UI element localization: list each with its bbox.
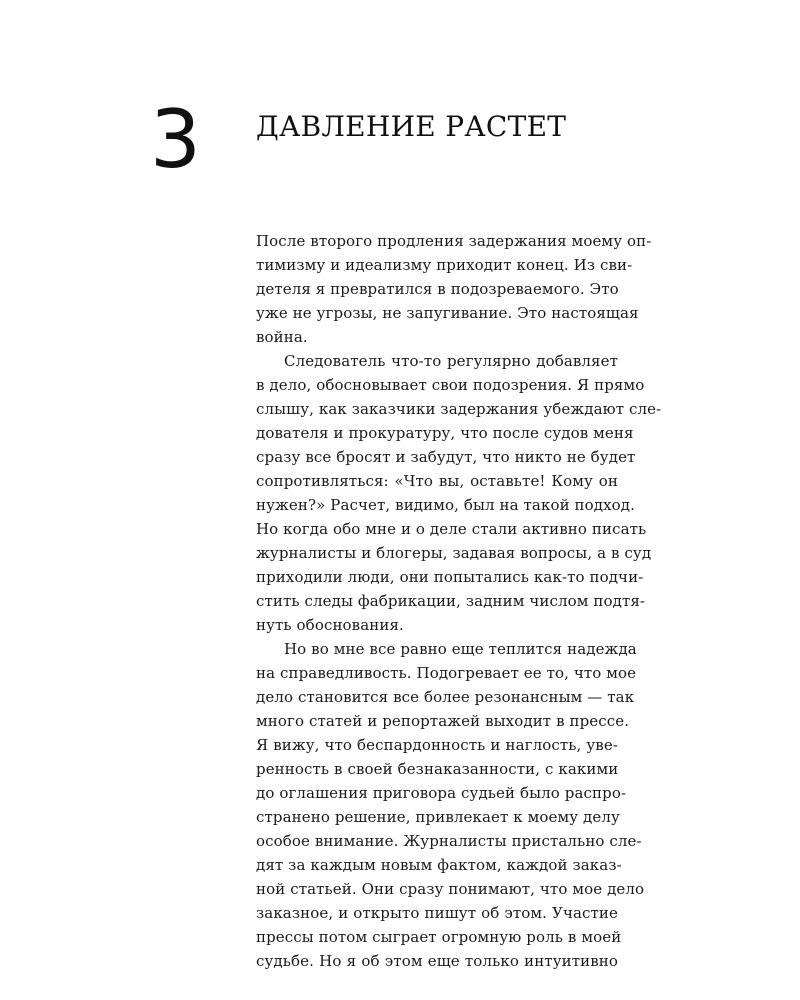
- text-line: нуть обоснования.: [256, 616, 404, 634]
- text-line: заказное, и открыто пишут об этом. Участие: [256, 904, 618, 922]
- text-line: судьбе. Но я об этом еще только интуитивно: [256, 952, 618, 970]
- text-line: журналисты и блогеры, задавая вопросы, а в суд: [256, 544, 652, 562]
- text-line: на справедливость. Подогревает ее то, что мое: [256, 664, 637, 682]
- text-line: дят за каждым новым фактом, каждой заказ-: [256, 856, 622, 874]
- chapter-number: 3: [150, 93, 201, 186]
- chapter-title: ДАВЛЕНИЕ РАСТЕТ: [256, 110, 567, 143]
- text-line: ренность в своей безнаказанности, с какими: [256, 760, 619, 778]
- paragraph-1: [256, 229, 652, 349]
- text-line: дело становится все более резонансным — так: [256, 688, 635, 706]
- text-line: детеля я превратился в подозреваемого. Это: [256, 280, 619, 298]
- text-line: слышу, как заказчики задержания убеждают сле-: [256, 400, 662, 418]
- text-line: ной статьей. Они сразу понимают, что мое дело: [256, 880, 645, 898]
- text-line: в дело, обосновывает свои подозрения. Я прямо: [256, 376, 645, 394]
- paragraph-3: [256, 637, 645, 973]
- text-line: дователя и прокуратуру, что после судов меня: [256, 424, 634, 442]
- text-line: Но во мне все равно еще теплится надежда: [284, 640, 637, 658]
- text-line: прессы потом сыграет огромную роль в моей: [256, 928, 622, 946]
- text-line: сопротивляться: «Что вы, оставьте! Кому он: [256, 472, 618, 490]
- text-line: тимизму и идеализму приходит конец. Из сви-: [256, 256, 633, 274]
- text-line: уже не угрозы, не запугивание. Это настоящая: [256, 304, 639, 322]
- text-line: нужен?» Расчет, видимо, был на такой подход.: [256, 496, 636, 514]
- text-line: Но когда обо мне и о деле стали активно писать: [256, 520, 647, 538]
- text-line: странено решение, привлекает к моему делу: [256, 808, 620, 826]
- text-line: После второго продления задержания моему оп-: [256, 232, 652, 250]
- text-line: приходили люди, они попытались как-то подчи-: [256, 568, 644, 586]
- text-line: особое внимание. Журналисты пристально сле-: [256, 832, 642, 850]
- text-line: стить следы фабрикации, задним числом подтя-: [256, 592, 646, 610]
- text-line: война.: [256, 328, 308, 346]
- chapter-body: [256, 229, 662, 973]
- text-line: Следователь что-то регулярно добавляет: [284, 352, 618, 370]
- paragraph-2: [256, 349, 662, 637]
- text-line: до оглашения приговора судьей было распро-: [256, 784, 627, 802]
- text-line: много статей и репортажей выходит в прессе.: [256, 712, 630, 730]
- text-line: сразу все бросят и забудут, что никто не будет: [256, 448, 636, 466]
- text-line: Я вижу, что беспардонность и наглость, уве-: [256, 736, 618, 754]
